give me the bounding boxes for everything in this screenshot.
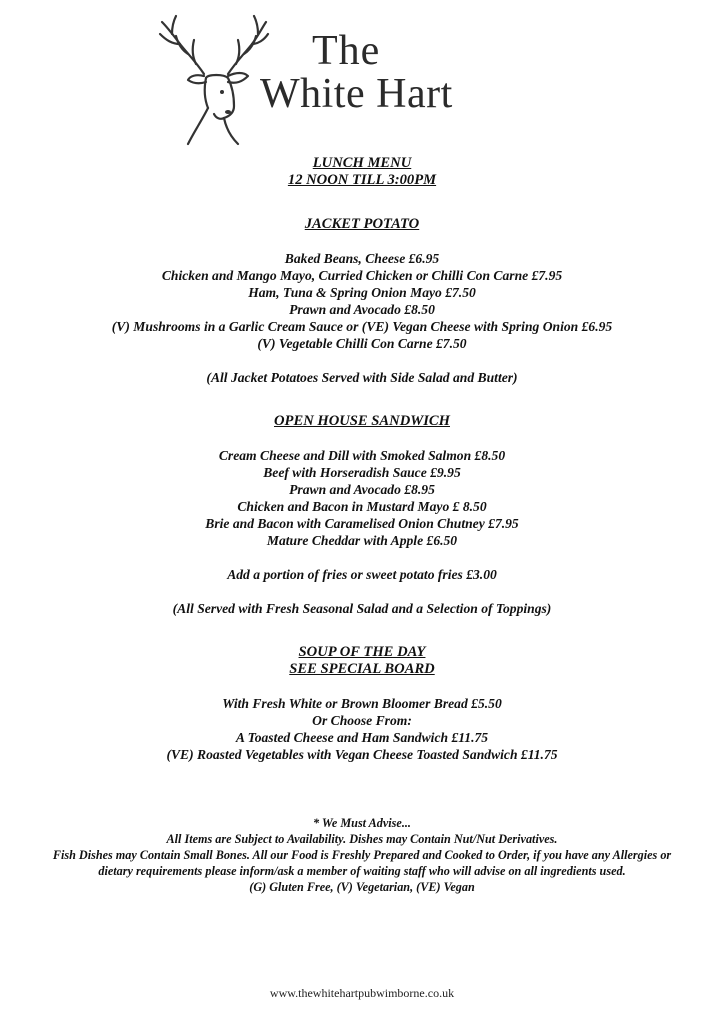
menu-item: Or Choose From: [312, 713, 412, 728]
brand-name [260, 30, 453, 116]
fries-addon: Add a portion of fries or sweet potato fries £3.00 [227, 567, 497, 582]
brand-logo [158, 14, 558, 146]
menu-item: Chicken and Mango Mayo, Curried Chicken or Chilli Con Carne £7.95 [161, 268, 563, 283]
footer-line: dietary requirements please inform/ask a member of waiting staff who will advise on all ingredients used. [98, 864, 626, 878]
allergy-notice [0, 815, 724, 895]
menu-item: Chicken and Bacon in Mustard Mayo £ 8.50 [237, 499, 487, 514]
website-url: www.thewhitehartpubwimborne.co.uk [269, 986, 455, 1000]
section-heading-jacket-potato: JACKET POTATO [304, 216, 420, 232]
menu-item: Beef with Horseradish Sauce £9.95 [263, 465, 461, 480]
footer-line: * We Must Advise... [313, 816, 411, 830]
brand-line-the: The [312, 28, 381, 74]
menu-item: (V) Vegetable Chilli Con Carne £7.50 [257, 336, 467, 351]
menu-title: LUNCH MENU [312, 155, 412, 171]
menu-item: Ham, Tuna & Spring Onion Mayo £7.50 [248, 285, 476, 300]
menu-item: Mature Cheddar with Apple £6.50 [266, 533, 458, 548]
menu-item: With Fresh White or Brown Bloomer Bread £5.50 [222, 696, 502, 711]
menu-item: Cream Cheese and Dill with Smoked Salmon £8.50 [218, 448, 506, 463]
footer-line: Fish Dishes may Contain Small Bones. All our Food is Freshly Prepared and Cooked to Order, if you have any Allergies or [52, 848, 672, 862]
menu-item: Prawn and Avocado £8.95 [289, 482, 435, 497]
menu-hours: 12 NOON TILL 3:00PM [287, 172, 437, 188]
footer-line: (G) Gluten Free, (V) Vegetarian, (VE) Vegan [249, 880, 475, 894]
stag-head-icon [158, 14, 270, 146]
menu-item: (V) Mushrooms in a Garlic Cream Sauce or (VE) Vegan Cheese with Spring Onion £6.95 [111, 319, 613, 334]
menu-item: Baked Beans, Cheese £6.95 [284, 251, 440, 266]
menu-content [0, 155, 724, 895]
section-heading-special-board: SEE SPECIAL BOARD [289, 661, 435, 677]
footer-line: All Items are Subject to Availability. Dishes may Contain Nut/Nut Derivatives. [166, 832, 558, 846]
brand-line-white-hart: White Hart [260, 71, 453, 117]
section-heading-soup: SOUP OF THE DAY [298, 644, 426, 660]
jacket-note: (All Jacket Potatoes Served with Side Salad and Butter) [206, 370, 518, 385]
menu-item: Brie and Bacon with Caramelised Onion Chutney £7.95 [205, 516, 519, 531]
menu-item: A Toasted Cheese and Ham Sandwich £11.75 [235, 730, 489, 745]
sandwich-note: (All Served with Fresh Seasonal Salad and a Selection of Toppings) [172, 601, 552, 616]
section-heading-open-house-sandwich: OPEN HOUSE SANDWICH [274, 413, 450, 429]
menu-item: Prawn and Avocado £8.50 [289, 302, 435, 317]
menu-item: (VE) Roasted Vegetables with Vegan Cheese Toasted Sandwich £11.75 [166, 747, 558, 762]
